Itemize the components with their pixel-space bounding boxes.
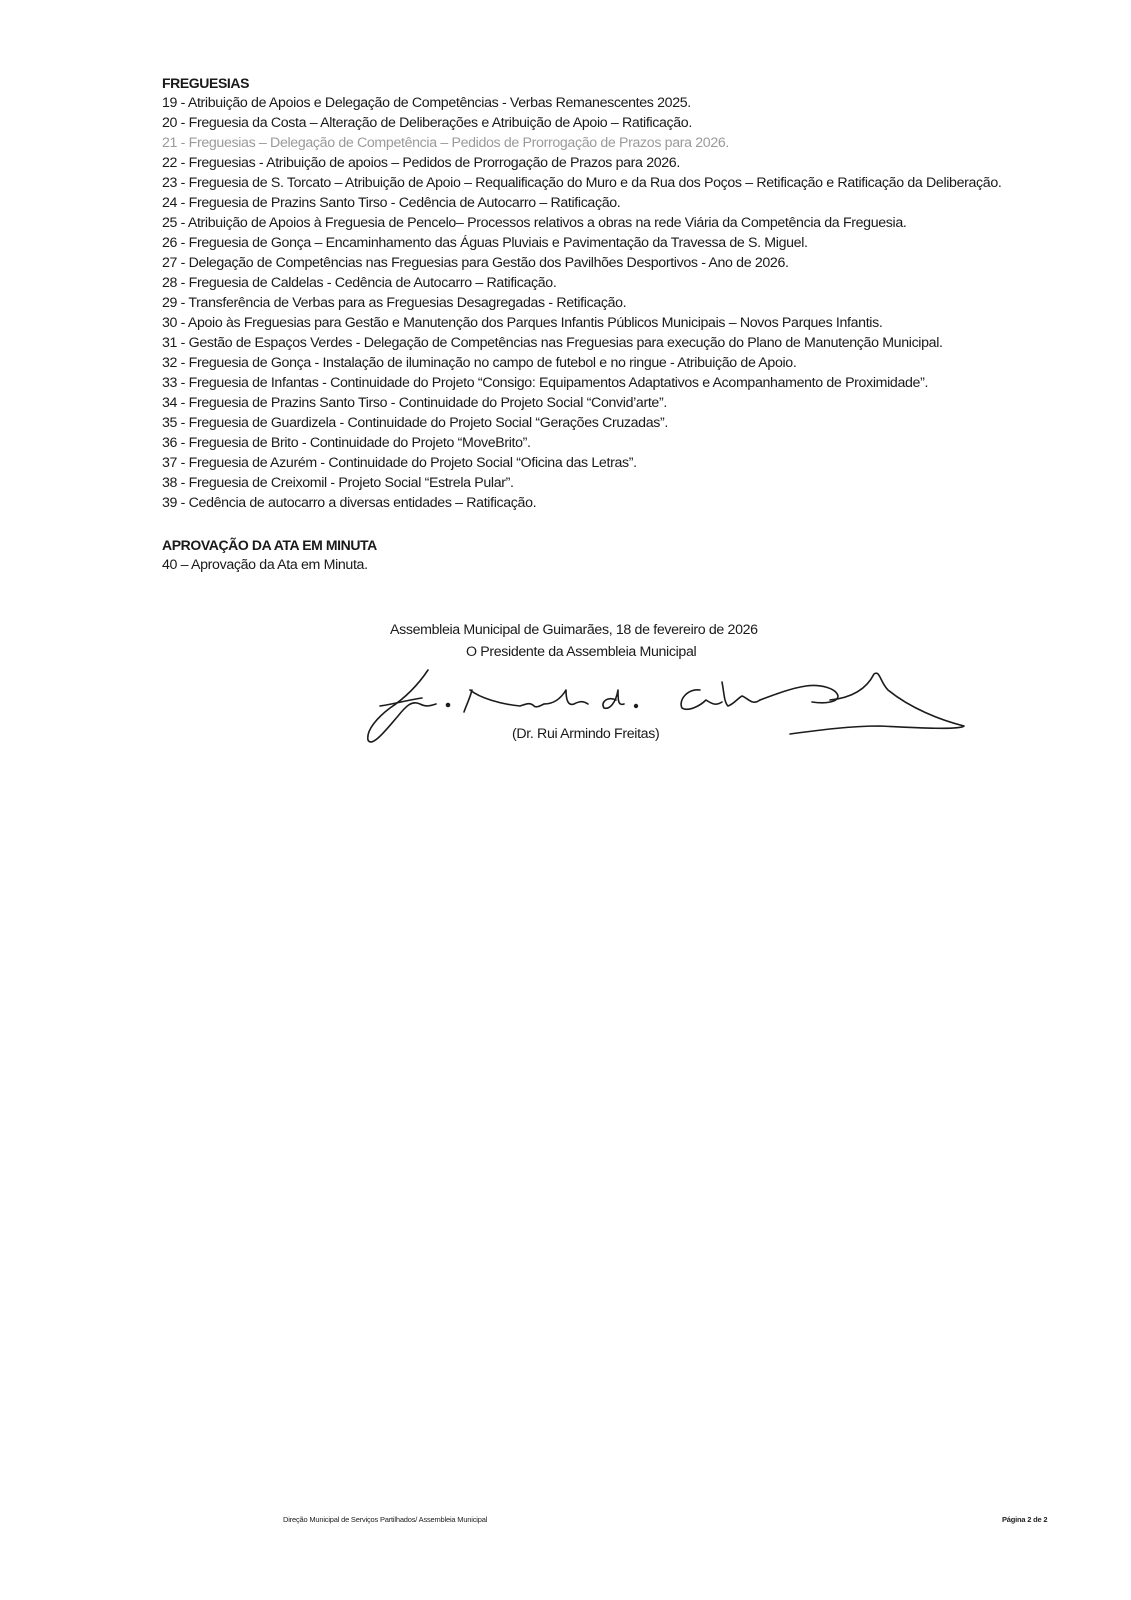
agenda-item-30: 30 - Apoio às Freguesias para Gestão e Manutenção dos Parques Infantis Públicos Municipais – Novos Parques Infantis.: [162, 315, 883, 331]
footer-page-number: Página 2 de 2: [1002, 1515, 1048, 1524]
agenda-item-31: 31 - Gestão de Espaços Verdes - Delegação de Competências nas Freguesias para execução do Plano de Manutenção Municipal.: [162, 335, 943, 351]
agenda-item-23: 23 - Freguesia de S. Torcato – Atribuição de Apoio – Requalificação do Muro e da Rua dos Poços – Retificação e Ratificação da Deliberação.: [162, 175, 1002, 191]
agenda-item-32: 32 - Freguesia de Gonça - Instalação de iluminação no campo de futebol e no ringue - Atribuição de Apoio.: [162, 355, 797, 371]
signer-name: (Dr. Rui Armindo Freitas): [512, 726, 660, 742]
agenda-item-21: 21 - Freguesias – Delegação de Competência – Pedidos de Prorrogação de Prazos para 2026.: [162, 135, 730, 151]
agenda-item-36: 36 - Freguesia de Brito - Continuidade do Projeto “MoveBrito”.: [162, 435, 531, 451]
agenda-item-20: 20 - Freguesia da Costa – Alteração de Deliberações e Atribuição de Apoio – Ratificação.: [162, 115, 692, 131]
agenda-item-37: 37 - Freguesia de Azurém - Continuidade do Projeto Social “Oficina das Letras”.: [162, 455, 637, 471]
agenda-item-40: 40 – Aprovação da Ata em Minuta.: [162, 557, 368, 573]
agenda-item-22: 22 - Freguesias - Atribuição de apoios – Pedidos de Prorrogação de Prazos para 2026.: [162, 155, 680, 171]
agenda-item-38: 38 - Freguesia de Creixomil - Projeto Social “Estrela Pular”.: [162, 475, 514, 491]
section-spacer: [162, 513, 1052, 535]
section-heading-freguesias: FREGUESIAS: [162, 75, 250, 91]
handwritten-signature-icon: [360, 660, 980, 750]
agenda-item-39: 39 - Cedência de autocarro a diversas entidades – Ratificação.: [162, 495, 537, 511]
agenda-item-27: 27 - Delegação de Competências nas Freguesias para Gestão dos Pavilhões Desportivos - Ano de 2026.: [162, 255, 789, 271]
agenda-item-26: 26 - Freguesia de Gonça – Encaminhamento das Águas Pluviais e Pavimentação da Travessa de S. Miguel.: [162, 235, 808, 251]
agenda-item-19: 19 - Atribuição de Apoios e Delegação de Competências - Verbas Remanescentes 2025.: [162, 95, 691, 111]
agenda-item-29: 29 - Transferência de Verbas para as Freguesias Desagregadas - Retificação.: [162, 295, 627, 311]
signer-role: O Presidente da Assembleia Municipal: [466, 644, 697, 660]
agenda-item-33: 33 - Freguesia de Infantas - Continuidade do Projeto “Consigo: Equipamentos Adaptativos e Acompanhamento de Proximidade”.: [162, 375, 929, 391]
place-date: Assembleia Municipal de Guimarães, 18 de fevereiro de 2026: [390, 622, 758, 638]
agenda-item-24: 24 - Freguesia de Prazins Santo Tirso - Cedência de Autocarro – Ratificação.: [162, 195, 621, 211]
agenda-item-35: 35 - Freguesia de Guardizela - Continuidade do Projeto Social “Gerações Cruzadas”.: [162, 415, 668, 431]
section-heading-aprovacao: APROVAÇÃO DA ATA EM MINUTA: [162, 537, 377, 553]
agenda-content: [162, 73, 1052, 575]
footer-department: Direção Municipal de Serviços Partilhados/ Assembleia Municipal: [283, 1515, 488, 1524]
agenda-item-34: 34 - Freguesia de Prazins Santo Tirso - Continuidade do Projeto Social “Convid’arte”.: [162, 395, 667, 411]
agenda-item-25: 25 - Atribuição de Apoios à Freguesia de Pencelo– Processos relativos a obras na rede Viária da Competência da Freguesia.: [162, 215, 907, 231]
agenda-item-28: 28 - Freguesia de Caldelas - Cedência de Autocarro – Ratificação.: [162, 275, 557, 291]
